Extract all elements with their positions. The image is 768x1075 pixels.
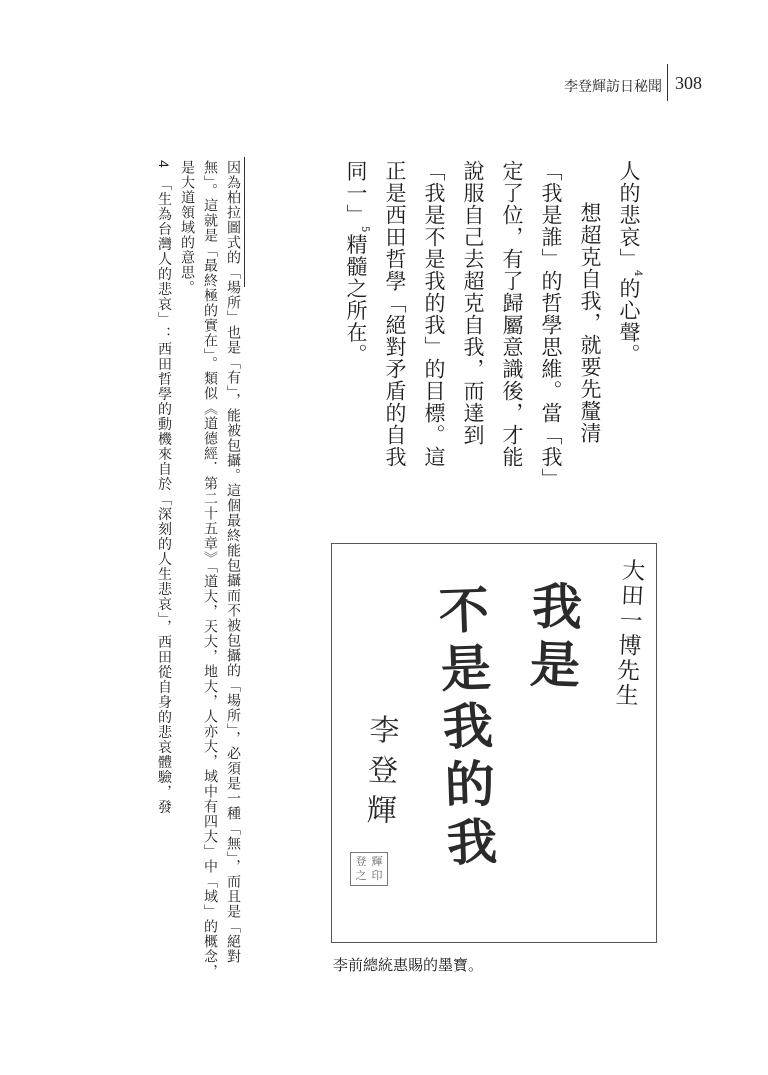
book-title: 李登輝訪日秘聞 [564, 79, 662, 95]
footnote-4-number: 4 [156, 160, 172, 169]
calligraphy-signature: 李登輝 [359, 713, 400, 835]
footnote-ref-4[interactable]: 4 [632, 270, 643, 278]
body-text [344, 160, 648, 480]
header-divider [667, 64, 668, 101]
paragraph-1-text: 人的悲哀」 [617, 160, 641, 270]
footnote-separator [244, 157, 245, 287]
seal-char: 輝 [371, 855, 383, 868]
calligraphy-dedication: 大田一博先生 [611, 557, 645, 709]
footnote-4-text: 「生為台灣人的悲哀」：西田哲學的動機來自於「深刻的人生悲哀」，西田從自身的悲哀體驗，發 [156, 183, 172, 815]
footnote-ref-5[interactable]: 5 [359, 226, 370, 234]
seal-char: 印 [371, 869, 383, 882]
paragraph-2 [336, 160, 609, 480]
calligraphy-line-1: 我是 [520, 579, 585, 698]
seal-stamp-icon [350, 852, 388, 886]
footnote-continued: 因為柏拉圖式的「場所」也是「有」，能被包攝。這個最終能包攝而不被包攝的「場所」，必須是一種「無」，而且是「絕對無」。這就是「最終極的實在」。類似《道德經．第二十五章》「道大，天大，地大，人亦大，域中有四大」中「域」的概念，是大道領域的意思。 [179, 160, 241, 979]
seal-char: 之 [355, 869, 367, 882]
calligraphy-line-2: 不是我的我 [429, 583, 500, 875]
paragraph-2-text: 想超克自我，就要先釐清「我是誰」的哲學思維。當「我」定了位，有了歸屬意識後，才能說服自己去超克自我，而達到「我是不是我的我」的目標。這正是西田哲學「絕對矛盾的自我同一」 [344, 160, 602, 480]
seal-char: 登 [355, 855, 367, 868]
footnotes [112, 160, 244, 980]
paragraph-1 [609, 160, 648, 480]
paragraph-1-tail: 的心聲。 [617, 277, 641, 366]
footnote-4 [152, 160, 175, 980]
paragraph-2-tail: 精髓之所在。 [344, 233, 368, 366]
calligraphy-image [331, 543, 657, 943]
page-number: 308 [675, 73, 702, 93]
figure-caption: 李前總統惠賜的墨寶。 [333, 956, 484, 974]
